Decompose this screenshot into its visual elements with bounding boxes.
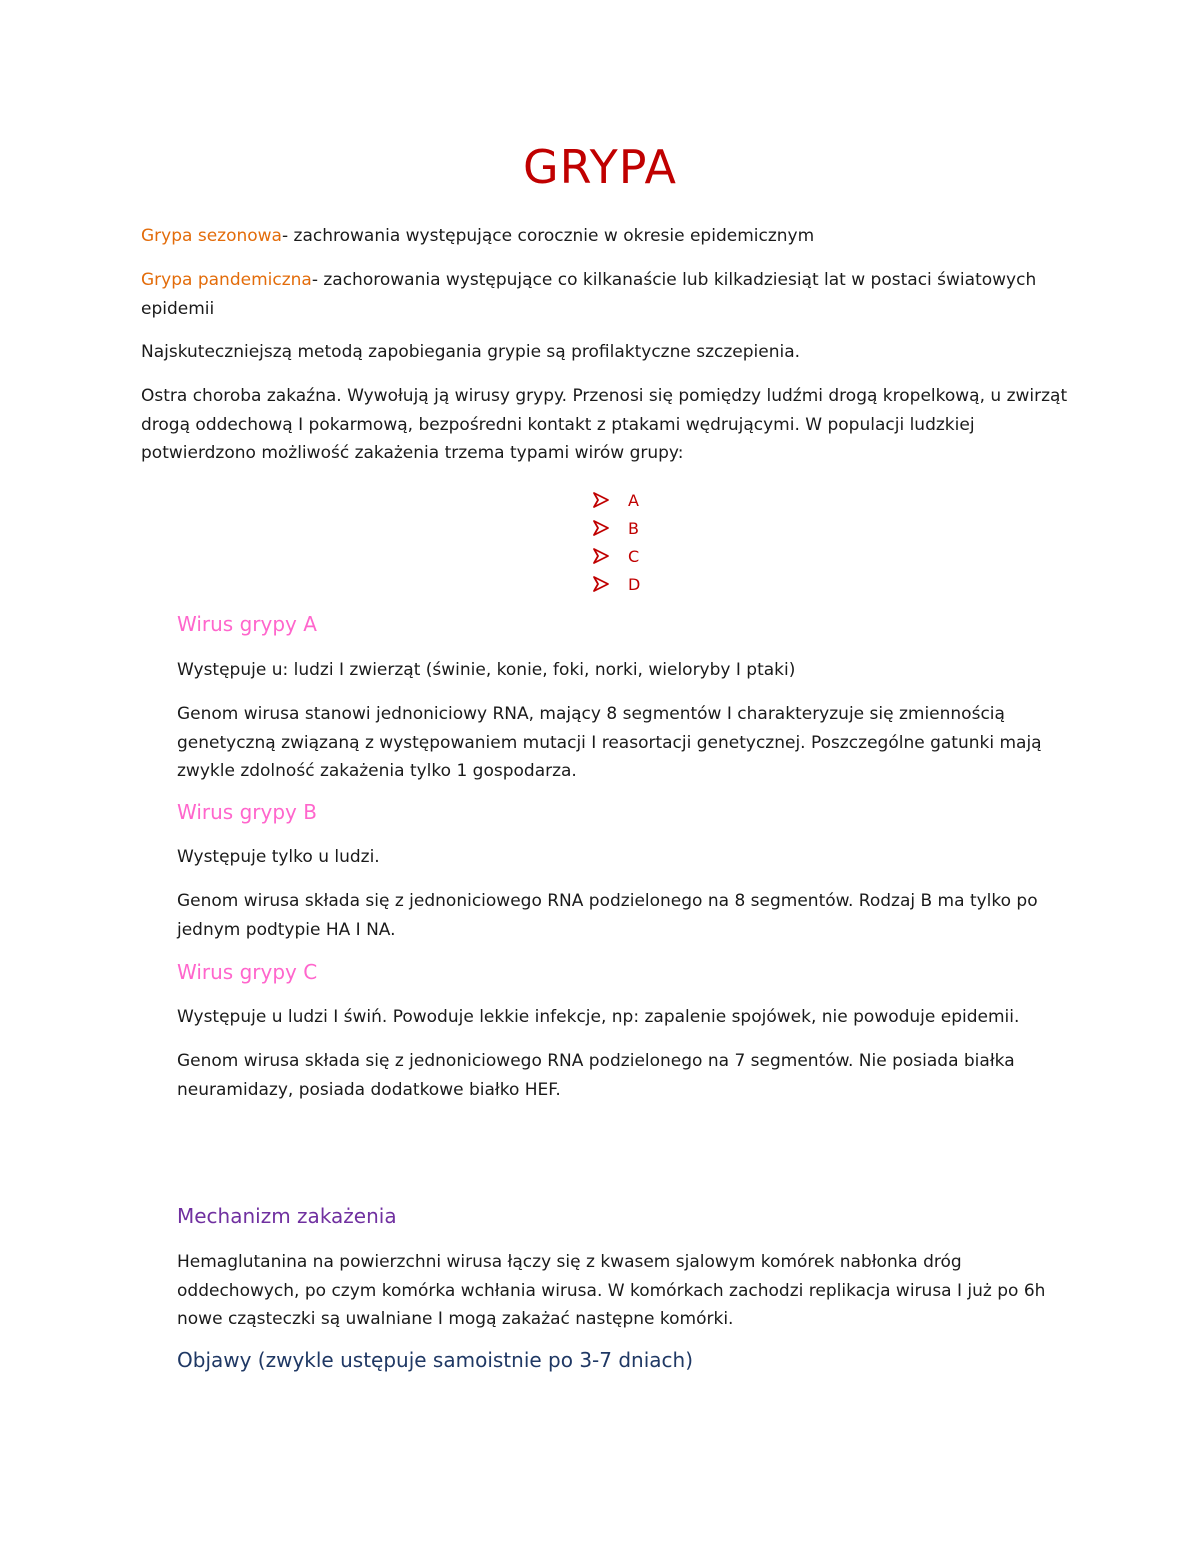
virus-c-heading: Wirus grypy C: [177, 960, 318, 984]
prevention-paragraph: Najskuteczniejszą metodą zapobiegania grypie są profilaktyczne szczepienia.: [141, 342, 801, 362]
virus-b-genome: Genom wirusa składa się z jednoniciowego RNA podzielonego na 8 segmentów. Rodzaj B ma tylko po jednym podtypie HA I NA.: [177, 891, 1038, 940]
arrow-bullet-icon: [592, 575, 610, 593]
virus-type-label: A: [628, 490, 639, 510]
arrow-bullet-icon: [592, 547, 610, 565]
seasonal-flu-term: Grypa sezonowa: [141, 226, 282, 246]
list-item: [592, 570, 640, 598]
arrow-bullet-icon: [592, 519, 610, 537]
virus-b-hosts: Występuje tylko u ludzi.: [177, 847, 380, 867]
pandemic-flu-term: Grypa pandemiczna: [141, 270, 312, 290]
virus-type-label: C: [628, 546, 640, 566]
list-item: [592, 542, 640, 570]
symptoms-heading: Objawy (zwykle ustępuje samoistnie po 3-7 dniach): [177, 1348, 694, 1372]
virus-types-list: [592, 486, 640, 598]
pandemic-flu-paragraph: [141, 266, 1071, 323]
virus-a-hosts: Występuje u: ludzi I zwierząt (świnie, konie, foki, norki, wieloryby I ptaki): [177, 660, 796, 680]
virus-b-heading: Wirus grypy B: [177, 800, 317, 824]
seasonal-flu-definition: - zachrowania występujące corocznie w okresie epidemicznym: [281, 226, 815, 246]
mechanism-paragraph: Hemaglutanina na powierzchni wirusa łączy się z kwasem sjalowym komórek nabłonka dróg oddechowych, po czym komórka wchłania wirusa. W komórkach zachodzi replikacja wirusa I już po 6h nowe cząsteczki są uwalniane I mogą zakażać następne komórki.: [177, 1252, 1046, 1329]
seasonal-flu-paragraph: [141, 222, 1071, 251]
mechanism-heading: Mechanizm zakażenia: [177, 1204, 397, 1228]
virus-c-genome: Genom wirusa składa się z jednoniciowego RNA podzielonego na 7 segmentów. Nie posiada białka neuramidazy, posiada dodatkowe białko HEF.: [177, 1051, 1015, 1100]
list-item: [592, 486, 640, 514]
arrow-bullet-icon: [592, 491, 610, 509]
virus-type-label: B: [628, 518, 639, 538]
description-paragraph: Ostra choroba zakaźna. Wywołują ją wirusy grypy. Przenosi się pomiędzy ludźmi drogą kropelkową, u zwirząt drogą oddechową I pokarmową, bezpośredni kontakt z ptakami wędrującymi. W populacji ludzkiej potwierdzono możliwość zakażenia trzema typami wirów grupy:: [141, 386, 1068, 463]
list-item: [592, 514, 640, 542]
virus-a-genome: Genom wirusa stanowi jednoniciowy RNA, mający 8 segmentów I charakteryzuje się zmiennością genetyczną związaną z występowaniem mutacji I reasortacji genetycznej. Poszczególne gatunki mają zwykle zdolność zakażenia tylko 1 gospodarza.: [177, 704, 1042, 781]
virus-a-heading: Wirus grypy A: [177, 612, 317, 636]
document-title: GRYPA: [522, 140, 678, 194]
virus-c-hosts: Występuje u ludzi I świń. Powoduje lekkie infekcje, np: zapalenie spojówek, nie powoduje epidemii.: [177, 1007, 1020, 1027]
pandemic-flu-definition: - zachorowania występujące co kilkanaście lub kilkadziesiąt lat w postaci światowych epidemii: [141, 270, 1037, 319]
virus-type-label: D: [628, 574, 641, 594]
